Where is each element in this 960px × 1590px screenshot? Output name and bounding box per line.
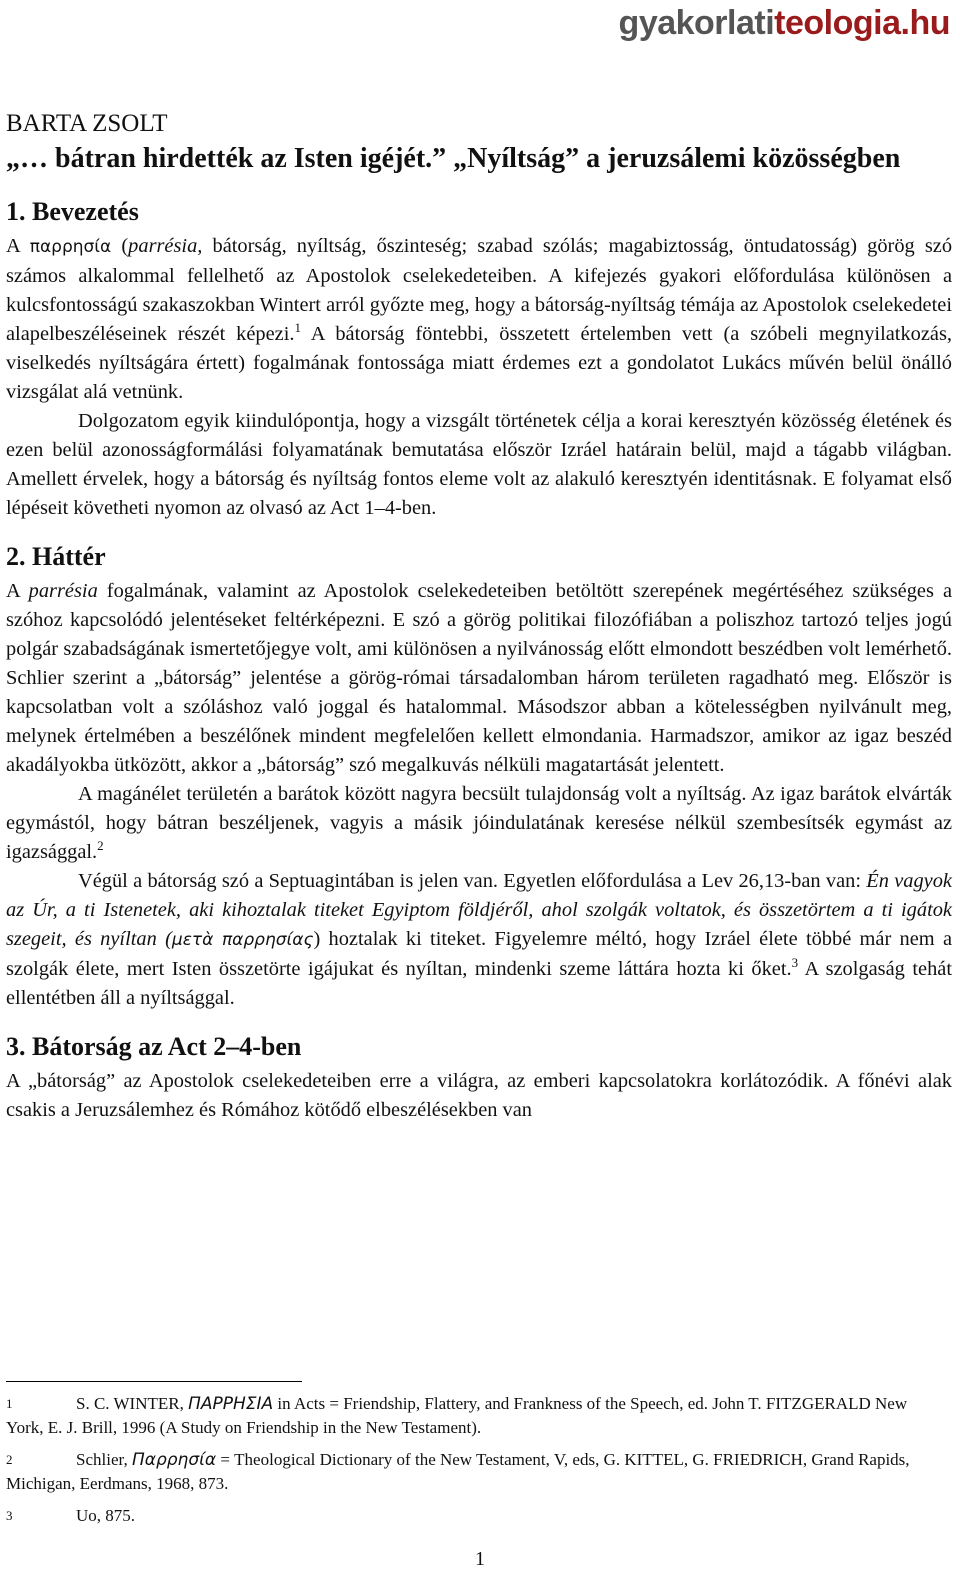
greek-term: παρρησία [29, 237, 112, 257]
footnote-ref[interactable]: 2 [97, 838, 104, 854]
footnote: 3 Uo, 875. [6, 1506, 136, 1525]
paragraph: A „bátorság” az Apostolok cselekedeteiben erre a világra, az emberi kapcsolatokra korlátozódik. A főnévi alak csakis a Jeruzsálemhez és Rómához kötődő elbeszélésekben van [6, 1070, 952, 1121]
greek-term: μετὰ παρρησίας [171, 930, 314, 950]
section-heading-1: 1. Bevezetés [6, 197, 139, 226]
footnotes [6, 1392, 936, 1536]
paragraph: Végül a bátorság szó a Septuagintában is jelen van. Egyetlen előfordulása a Lev 26,13-ban van: Én vagyok az Úr, a ti Istenetek, aki kihoztalak titeket Egyiptom földjéről, ahol szolgák voltatok, és összetörtem a ti igátok szegeit, és nyíltan (μετὰ παρρησίας) hoztalak ki titeket. Figyelemre méltó, hogy Izráel élete többé már nem a szolgák élete, mert Isten összetörte igájukat és nyíltan, mindenki szeme láttára hozta ki őket.$^3$ A szolgaság tehát ellentétben áll a nyíltsággal. [6, 870, 952, 1009]
paragraph: A parrésia fogalmának, valamint az Apostolok cselekedeteiben betöltött szerepének megértéséhez szükséges a szóhoz kapcsolódó jelentéseket feltérképezni. E szó a görög politikai filozófiában a poliszhoz tartozó teljes jogú polgár szabadságának ismertetőjegye volt, ami különösen a nyilvánosság előtt elmondott beszédben volt lemérhető. Schlier szerint a „bátorság” jelentése a görög-római társadalomban három területen ragadható meg. Először is kapcsolatban volt a szóláshoz való joggal és hatalommal. Másodszor abban a kötelességben nyilvánult meg, melynek értelmében a beszélőnek mindent megfelelően kellett elmondania. Harmadszor, amikor az igaz beszéd akadályokba ütközött, akkor a „bátorság” szó megalkuvás nélküli magatartását jelentett. [6, 580, 952, 776]
document-body [6, 108, 952, 1125]
section-heading-2: 2. Háttér [6, 542, 106, 571]
footnote-divider [6, 1381, 302, 1382]
section-heading-3: 3. Bátorság az Act 2–4-ben [6, 1032, 302, 1061]
paragraph: A παρρησία (parrésia, bátorság, nyíltság, őszinteség; szabad szólás; magabiztosság, öntudatosság) görög szó számos alkalommal fellelhető az Apostolok cselekedeteiben. A kifejezés gyakori előfordulása különösen a kulcsfontosságú szakaszokban Wintert arról győzte meg, hogy a bátorság-nyíltság témája az Apostolok cselekedetei alapelbeszéléseinek részét képezi.$^1$ A bátorság föntebbi, összetett értelemben vett (a szóbeli megnyilatkozás, viselkedés nyíltságára értett) fogalmának fontossága miatt érdemes ezt a gondolatot Lukács művén belül önálló vizsgálat alá vetnünk. [6, 235, 953, 403]
footnote-ref[interactable]: 1 [294, 320, 301, 336]
document-title: „… bátran hirdették az Isten igéjét.” „Nyíltság” a jeruzsálemi közösségben [6, 143, 901, 174]
author: BARTA ZSOLT [6, 110, 168, 137]
footnote: 1 S. C. WINTER, ΠΑΡΡΗΣΙΑ in Acts = Friendship, Flattery, and Frankness of the Speech, ed. John T. FITZGERALD New York, E. J. Brill, 1996 (A Study on Friendship in the New Testament). [6, 1394, 908, 1437]
footnote-ref[interactable]: 3 [791, 955, 799, 971]
footnote: 2 Schlier, Παρρησία = Theological Dictionary of the New Testament, V, eds, G. KITTEL, G. FRIEDRICH, Grand Rapids, Michigan, Eerdmans, 1968, 873. [6, 1450, 910, 1493]
page-number: 1 [475, 1548, 485, 1570]
paragraph: A magánélet területén a barátok között nagyra becsült tulajdonság volt a nyíltság. Az igaz barátok elvárták egymástól, hogy bátran beszéljenek, vagyis a másik jóindulatának keresése nélkül szembesítsék egymást az igazsággal.$^2$ [6, 783, 952, 863]
site-logo: gyakorlatiteologia.hu [618, 4, 950, 42]
paragraph: Dolgozatom egyik kiindulópontja, hogy a vizsgált történetek célja a korai keresztyén közösség életének és ezen belül azonosságformálási folyamatának bemutatása először Izráel határain belül, majd a tágabb világban. Amellett érvelek, hogy a bátorság és nyíltság fontos eleme volt az alakuló keresztyén identitásnak. E folyamat első lépéseit követheti nyomon az olvasó az Act 1–4-ben. [6, 410, 952, 519]
